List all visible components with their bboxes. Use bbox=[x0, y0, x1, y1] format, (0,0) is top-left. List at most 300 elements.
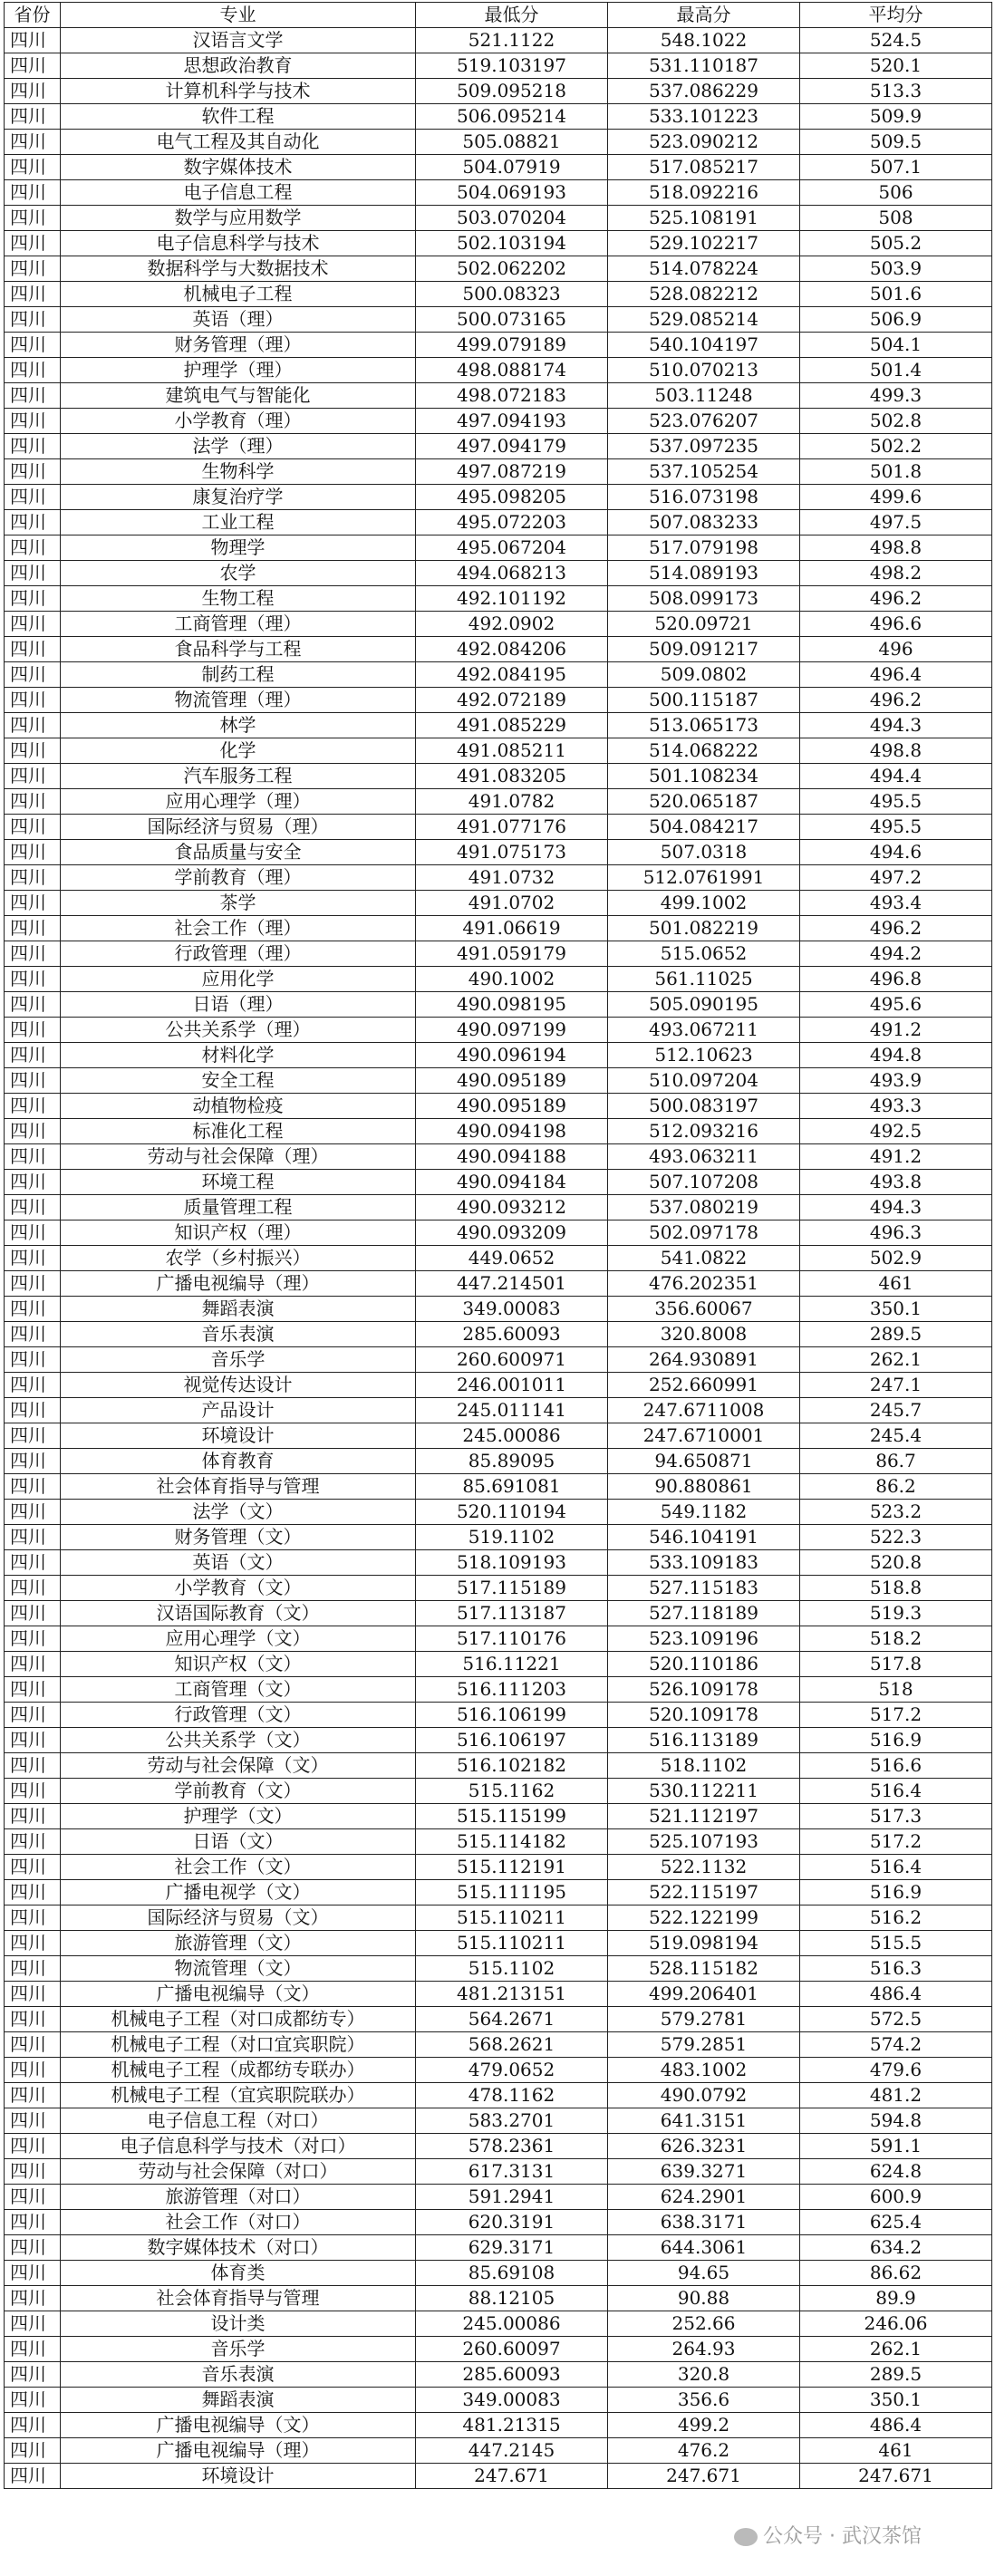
cell-avg-score: 513.3 bbox=[800, 79, 992, 104]
cell-major: 汉语国际教育（文） bbox=[61, 1601, 416, 1626]
cell-max-score: 523.090212 bbox=[608, 130, 800, 155]
cell-min-score: 490.093209 bbox=[416, 1220, 608, 1246]
cell-major: 国际经济与贸易（理） bbox=[61, 815, 416, 840]
cell-province: 四川 bbox=[5, 1804, 61, 1829]
cell-major: 数字媒体技术（对口） bbox=[61, 2235, 416, 2261]
table-row bbox=[5, 713, 992, 738]
cell-province: 四川 bbox=[5, 2464, 61, 2489]
cell-avg-score: 509.5 bbox=[800, 130, 992, 155]
cell-province: 四川 bbox=[5, 891, 61, 916]
cell-major: 数学与应用数学 bbox=[61, 206, 416, 231]
table-row bbox=[5, 1855, 992, 1880]
header-row bbox=[5, 3, 992, 28]
cell-major: 设计类 bbox=[61, 2311, 416, 2337]
cell-major: 广播电视编导（文） bbox=[61, 2413, 416, 2438]
table-row bbox=[5, 2235, 992, 2261]
cell-major: 林学 bbox=[61, 713, 416, 738]
cell-min-score: 260.600971 bbox=[416, 1347, 608, 1373]
table-row bbox=[5, 28, 992, 53]
cell-province: 四川 bbox=[5, 383, 61, 409]
cell-avg-score: 503.9 bbox=[800, 256, 992, 282]
cell-avg-score: 245.7 bbox=[800, 1398, 992, 1423]
cell-min-score: 491.077176 bbox=[416, 815, 608, 840]
table-row bbox=[5, 2464, 992, 2489]
cell-major: 产品设计 bbox=[61, 1398, 416, 1423]
cell-max-score: 639.3271 bbox=[608, 2159, 800, 2185]
cell-max-score: 515.0652 bbox=[608, 941, 800, 967]
cell-min-score: 504.069193 bbox=[416, 180, 608, 206]
cell-min-score: 491.0782 bbox=[416, 789, 608, 815]
cell-major: 财务管理（理） bbox=[61, 333, 416, 358]
cell-major: 电气工程及其自动化 bbox=[61, 130, 416, 155]
cell-min-score: 517.115189 bbox=[416, 1576, 608, 1601]
table-row bbox=[5, 358, 992, 383]
cell-avg-score: 481.2 bbox=[800, 2083, 992, 2108]
cell-max-score: 518.1102 bbox=[608, 1753, 800, 1779]
cell-province: 四川 bbox=[5, 789, 61, 815]
cell-min-score: 515.110211 bbox=[416, 1905, 608, 1931]
cell-province: 四川 bbox=[5, 307, 61, 333]
cell-major: 机械电子工程（对口成都纺专） bbox=[61, 2007, 416, 2032]
table-row bbox=[5, 2388, 992, 2413]
cell-major: 工商管理（文） bbox=[61, 1677, 416, 1703]
cell-province: 四川 bbox=[5, 1246, 61, 1271]
cell-max-score: 507.083233 bbox=[608, 510, 800, 535]
table-row bbox=[5, 2134, 992, 2159]
table-row bbox=[5, 916, 992, 941]
cell-avg-score: 516.9 bbox=[800, 1728, 992, 1753]
cell-province: 四川 bbox=[5, 409, 61, 434]
table-row bbox=[5, 1271, 992, 1297]
table-row bbox=[5, 409, 992, 434]
cell-province: 四川 bbox=[5, 1525, 61, 1550]
cell-avg-score: 486.4 bbox=[800, 2413, 992, 2438]
header-max-score: 最高分 bbox=[608, 3, 800, 28]
cell-avg-score: 479.6 bbox=[800, 2058, 992, 2083]
cell-major: 电子信息工程（对口） bbox=[61, 2108, 416, 2134]
cell-avg-score: 501.4 bbox=[800, 358, 992, 383]
cell-avg-score: 494.3 bbox=[800, 713, 992, 738]
cell-min-score: 515.110211 bbox=[416, 1931, 608, 1956]
cell-province: 四川 bbox=[5, 1347, 61, 1373]
table-row bbox=[5, 383, 992, 409]
table-row bbox=[5, 2210, 992, 2235]
cell-province: 四川 bbox=[5, 28, 61, 53]
cell-avg-score: 506 bbox=[800, 180, 992, 206]
cell-province: 四川 bbox=[5, 2007, 61, 2032]
header-major: 专业 bbox=[61, 3, 416, 28]
cell-major: 质量管理工程 bbox=[61, 1195, 416, 1220]
table-row bbox=[5, 2007, 992, 2032]
cell-min-score: 88.12105 bbox=[416, 2286, 608, 2311]
cell-avg-score: 501.8 bbox=[800, 459, 992, 485]
cell-min-score: 85.89095 bbox=[416, 1449, 608, 1474]
cell-major: 广播电视编导（文） bbox=[61, 1982, 416, 2007]
cell-province: 四川 bbox=[5, 1449, 61, 1474]
cell-max-score: 641.3151 bbox=[608, 2108, 800, 2134]
cell-min-score: 499.079189 bbox=[416, 333, 608, 358]
table-row bbox=[5, 1601, 992, 1626]
cell-avg-score: 461 bbox=[800, 2438, 992, 2464]
header-avg-score: 平均分 bbox=[800, 3, 992, 28]
table-row bbox=[5, 1474, 992, 1500]
table-row bbox=[5, 53, 992, 79]
cell-max-score: 356.60067 bbox=[608, 1297, 800, 1322]
cell-major: 社会体育指导与管理 bbox=[61, 1474, 416, 1500]
cell-province: 四川 bbox=[5, 1220, 61, 1246]
cell-min-score: 591.2941 bbox=[416, 2185, 608, 2210]
table-row bbox=[5, 1626, 992, 1652]
cell-min-score: 495.067204 bbox=[416, 535, 608, 561]
cell-avg-score: 502.2 bbox=[800, 434, 992, 459]
cell-avg-score: 262.1 bbox=[800, 2337, 992, 2362]
table-row bbox=[5, 1068, 992, 1094]
cell-min-score: 491.06619 bbox=[416, 916, 608, 941]
cell-province: 四川 bbox=[5, 688, 61, 713]
cell-min-score: 490.1002 bbox=[416, 967, 608, 992]
cell-major: 行政管理（理） bbox=[61, 941, 416, 967]
cell-max-score: 520.109178 bbox=[608, 1703, 800, 1728]
cell-province: 四川 bbox=[5, 865, 61, 891]
cell-avg-score: 516.4 bbox=[800, 1855, 992, 1880]
cell-min-score: 481.21315 bbox=[416, 2413, 608, 2438]
cell-min-score: 520.110194 bbox=[416, 1500, 608, 1525]
cell-avg-score: 520.8 bbox=[800, 1550, 992, 1576]
cell-major: 护理学（理） bbox=[61, 358, 416, 383]
table-row bbox=[5, 688, 992, 713]
table-row bbox=[5, 333, 992, 358]
cell-min-score: 492.101192 bbox=[416, 586, 608, 612]
cell-province: 四川 bbox=[5, 434, 61, 459]
cell-max-score: 529.085214 bbox=[608, 307, 800, 333]
cell-max-score: 94.65 bbox=[608, 2261, 800, 2286]
cell-province: 四川 bbox=[5, 2058, 61, 2083]
table-row bbox=[5, 1094, 992, 1119]
table-row bbox=[5, 1297, 992, 1322]
cell-max-score: 501.082219 bbox=[608, 916, 800, 941]
cell-province: 四川 bbox=[5, 2311, 61, 2337]
cell-avg-score: 518.8 bbox=[800, 1576, 992, 1601]
cell-province: 四川 bbox=[5, 1144, 61, 1170]
cell-min-score: 490.097199 bbox=[416, 1018, 608, 1043]
cell-max-score: 529.102217 bbox=[608, 231, 800, 256]
cell-max-score: 531.110187 bbox=[608, 53, 800, 79]
cell-province: 四川 bbox=[5, 1068, 61, 1094]
cell-min-score: 516.11221 bbox=[416, 1652, 608, 1677]
cell-province: 四川 bbox=[5, 180, 61, 206]
cell-province: 四川 bbox=[5, 2235, 61, 2261]
table-row bbox=[5, 789, 992, 815]
table-row bbox=[5, 1195, 992, 1220]
cell-avg-score: 494.3 bbox=[800, 1195, 992, 1220]
cell-max-score: 525.108191 bbox=[608, 206, 800, 231]
cell-avg-score: 624.8 bbox=[800, 2159, 992, 2185]
cell-major: 食品科学与工程 bbox=[61, 637, 416, 662]
cell-major: 化学 bbox=[61, 738, 416, 764]
table-row bbox=[5, 2058, 992, 2083]
cell-avg-score: 507.1 bbox=[800, 155, 992, 180]
cell-min-score: 518.109193 bbox=[416, 1550, 608, 1576]
cell-avg-score: 505.2 bbox=[800, 231, 992, 256]
table-row bbox=[5, 535, 992, 561]
cell-major: 物流管理（文） bbox=[61, 1956, 416, 1982]
cell-max-score: 510.097204 bbox=[608, 1068, 800, 1094]
table-row bbox=[5, 865, 992, 891]
cell-min-score: 515.1162 bbox=[416, 1779, 608, 1804]
cell-major: 国际经济与贸易（文） bbox=[61, 1905, 416, 1931]
cell-major: 音乐表演 bbox=[61, 1322, 416, 1347]
cell-avg-score: 501.6 bbox=[800, 282, 992, 307]
cell-province: 四川 bbox=[5, 1271, 61, 1297]
cell-max-score: 493.067211 bbox=[608, 1018, 800, 1043]
table-row bbox=[5, 2261, 992, 2286]
cell-max-score: 516.113189 bbox=[608, 1728, 800, 1753]
cell-avg-score: 517.2 bbox=[800, 1829, 992, 1855]
cell-avg-score: 594.8 bbox=[800, 2108, 992, 2134]
cell-max-score: 247.6711008 bbox=[608, 1398, 800, 1423]
cell-min-score: 492.072189 bbox=[416, 688, 608, 713]
cell-min-score: 349.00083 bbox=[416, 1297, 608, 1322]
table-row bbox=[5, 1423, 992, 1449]
cell-avg-score: 350.1 bbox=[800, 1297, 992, 1322]
cell-avg-score: 496.2 bbox=[800, 586, 992, 612]
cell-avg-score: 492.5 bbox=[800, 1119, 992, 1144]
cell-min-score: 245.011141 bbox=[416, 1398, 608, 1423]
cell-avg-score: 496 bbox=[800, 637, 992, 662]
table-row bbox=[5, 815, 992, 840]
table-row bbox=[5, 1703, 992, 1728]
cell-max-score: 476.2 bbox=[608, 2438, 800, 2464]
cell-max-score: 94.650871 bbox=[608, 1449, 800, 1474]
cell-major: 日语（理） bbox=[61, 992, 416, 1018]
cell-min-score: 506.095214 bbox=[416, 104, 608, 130]
cell-max-score: 499.2 bbox=[608, 2413, 800, 2438]
cell-major: 环境工程 bbox=[61, 1170, 416, 1195]
cell-max-score: 320.8008 bbox=[608, 1322, 800, 1347]
cell-province: 四川 bbox=[5, 231, 61, 256]
cell-major: 社会工作（文） bbox=[61, 1855, 416, 1880]
cell-max-score: 548.1022 bbox=[608, 28, 800, 53]
cell-avg-score: 494.2 bbox=[800, 941, 992, 967]
cell-avg-score: 493.3 bbox=[800, 1094, 992, 1119]
cell-max-score: 499.1002 bbox=[608, 891, 800, 916]
table-row bbox=[5, 104, 992, 130]
cell-avg-score: 522.3 bbox=[800, 1525, 992, 1550]
cell-max-score: 509.091217 bbox=[608, 637, 800, 662]
cell-major: 英语（理） bbox=[61, 307, 416, 333]
cell-avg-score: 86.7 bbox=[800, 1449, 992, 1474]
cell-avg-score: 504.1 bbox=[800, 333, 992, 358]
cell-province: 四川 bbox=[5, 282, 61, 307]
cell-major: 社会工作（对口） bbox=[61, 2210, 416, 2235]
cell-major: 动植物检疫 bbox=[61, 1094, 416, 1119]
cell-min-score: 629.3171 bbox=[416, 2235, 608, 2261]
cell-avg-score: 491.2 bbox=[800, 1018, 992, 1043]
cell-min-score: 491.075173 bbox=[416, 840, 608, 865]
cell-major: 机械电子工程（宜宾职院联办） bbox=[61, 2083, 416, 2108]
cell-major: 电子信息科学与技术（对口） bbox=[61, 2134, 416, 2159]
cell-province: 四川 bbox=[5, 1880, 61, 1905]
cell-major: 工业工程 bbox=[61, 510, 416, 535]
cell-min-score: 515.111195 bbox=[416, 1880, 608, 1905]
cell-province: 四川 bbox=[5, 1423, 61, 1449]
cell-min-score: 491.083205 bbox=[416, 764, 608, 789]
table-row bbox=[5, 434, 992, 459]
cell-province: 四川 bbox=[5, 612, 61, 637]
cell-province: 四川 bbox=[5, 1119, 61, 1144]
cell-major: 小学教育（理） bbox=[61, 409, 416, 434]
cell-avg-score: 517.8 bbox=[800, 1652, 992, 1677]
cell-max-score: 644.3061 bbox=[608, 2235, 800, 2261]
cell-max-score: 523.109196 bbox=[608, 1626, 800, 1652]
table-row bbox=[5, 1576, 992, 1601]
cell-max-score: 517.079198 bbox=[608, 535, 800, 561]
cell-province: 四川 bbox=[5, 2388, 61, 2413]
cell-province: 四川 bbox=[5, 2032, 61, 2058]
cell-major: 数字媒体技术 bbox=[61, 155, 416, 180]
table-row bbox=[5, 2185, 992, 2210]
cell-major: 汉语言文学 bbox=[61, 28, 416, 53]
cell-province: 四川 bbox=[5, 2362, 61, 2388]
cell-min-score: 85.69108 bbox=[416, 2261, 608, 2286]
cell-min-score: 260.60097 bbox=[416, 2337, 608, 2362]
cell-min-score: 245.00086 bbox=[416, 2311, 608, 2337]
cell-min-score: 502.062202 bbox=[416, 256, 608, 282]
cell-avg-score: 495.5 bbox=[800, 789, 992, 815]
cell-major: 旅游管理（对口） bbox=[61, 2185, 416, 2210]
cell-province: 四川 bbox=[5, 1550, 61, 1576]
cell-max-score: 516.073198 bbox=[608, 485, 800, 510]
cell-avg-score: 517.2 bbox=[800, 1703, 992, 1728]
cell-avg-score: 86.62 bbox=[800, 2261, 992, 2286]
cell-min-score: 495.098205 bbox=[416, 485, 608, 510]
cell-avg-score: 572.5 bbox=[800, 2007, 992, 2032]
cell-min-score: 516.111203 bbox=[416, 1677, 608, 1703]
cell-province: 四川 bbox=[5, 1905, 61, 1931]
table-row bbox=[5, 1347, 992, 1373]
cell-avg-score: 516.2 bbox=[800, 1905, 992, 1931]
table-row bbox=[5, 2286, 992, 2311]
table-row bbox=[5, 1550, 992, 1576]
cell-province: 四川 bbox=[5, 1652, 61, 1677]
cell-max-score: 638.3171 bbox=[608, 2210, 800, 2235]
cell-avg-score: 498.8 bbox=[800, 535, 992, 561]
table-row bbox=[5, 2083, 992, 2108]
cell-major: 数据科学与大数据技术 bbox=[61, 256, 416, 282]
cell-min-score: 500.08323 bbox=[416, 282, 608, 307]
cell-min-score: 498.088174 bbox=[416, 358, 608, 383]
cell-min-score: 498.072183 bbox=[416, 383, 608, 409]
table-row bbox=[5, 231, 992, 256]
cell-avg-score: 498.2 bbox=[800, 561, 992, 586]
cell-major: 应用化学 bbox=[61, 967, 416, 992]
cell-min-score: 515.1102 bbox=[416, 1956, 608, 1982]
cell-major: 舞蹈表演 bbox=[61, 1297, 416, 1322]
cell-avg-score: 499.3 bbox=[800, 383, 992, 409]
cell-major: 机械电子工程（成都纺专联办） bbox=[61, 2058, 416, 2083]
cell-avg-score: 262.1 bbox=[800, 1347, 992, 1373]
cell-avg-score: 506.9 bbox=[800, 307, 992, 333]
cell-major: 食品质量与安全 bbox=[61, 840, 416, 865]
cell-max-score: 537.080219 bbox=[608, 1195, 800, 1220]
cell-max-score: 504.084217 bbox=[608, 815, 800, 840]
cell-max-score: 512.093216 bbox=[608, 1119, 800, 1144]
cell-major: 劳动与社会保障（理） bbox=[61, 1144, 416, 1170]
cell-max-score: 507.107208 bbox=[608, 1170, 800, 1195]
cell-avg-score: 496.8 bbox=[800, 967, 992, 992]
cell-major: 应用心理学（文） bbox=[61, 1626, 416, 1652]
cell-max-score: 505.090195 bbox=[608, 992, 800, 1018]
cell-major: 安全工程 bbox=[61, 1068, 416, 1094]
cell-province: 四川 bbox=[5, 941, 61, 967]
cell-province: 四川 bbox=[5, 535, 61, 561]
cell-min-score: 285.60093 bbox=[416, 2362, 608, 2388]
cell-province: 四川 bbox=[5, 1297, 61, 1322]
cell-major: 标准化工程 bbox=[61, 1119, 416, 1144]
cell-major: 行政管理（文） bbox=[61, 1703, 416, 1728]
cell-max-score: 626.3231 bbox=[608, 2134, 800, 2159]
cell-major: 知识产权（文） bbox=[61, 1652, 416, 1677]
cell-major: 社会工作（理） bbox=[61, 916, 416, 941]
cell-max-score: 533.101223 bbox=[608, 104, 800, 130]
cell-min-score: 491.0732 bbox=[416, 865, 608, 891]
cell-min-score: 517.113187 bbox=[416, 1601, 608, 1626]
cell-max-score: 526.109178 bbox=[608, 1677, 800, 1703]
cell-avg-score: 519.3 bbox=[800, 1601, 992, 1626]
cell-major: 广播电视学（文） bbox=[61, 1880, 416, 1905]
cell-province: 四川 bbox=[5, 1018, 61, 1043]
cell-province: 四川 bbox=[5, 1753, 61, 1779]
cell-province: 四川 bbox=[5, 738, 61, 764]
table-row bbox=[5, 561, 992, 586]
cell-province: 四川 bbox=[5, 586, 61, 612]
cell-min-score: 578.2361 bbox=[416, 2134, 608, 2159]
cell-max-score: 513.065173 bbox=[608, 713, 800, 738]
table-row bbox=[5, 130, 992, 155]
cell-major: 学前教育（文） bbox=[61, 1779, 416, 1804]
cell-max-score: 510.070213 bbox=[608, 358, 800, 383]
table-row bbox=[5, 1170, 992, 1195]
cell-major: 日语（文） bbox=[61, 1829, 416, 1855]
cell-avg-score: 491.2 bbox=[800, 1144, 992, 1170]
cell-major: 舞蹈表演 bbox=[61, 2388, 416, 2413]
table-row bbox=[5, 1373, 992, 1398]
cell-province: 四川 bbox=[5, 1677, 61, 1703]
cell-min-score: 568.2621 bbox=[416, 2032, 608, 2058]
cell-province: 四川 bbox=[5, 206, 61, 231]
cell-province: 四川 bbox=[5, 840, 61, 865]
cell-min-score: 564.2671 bbox=[416, 2007, 608, 2032]
cell-min-score: 583.2701 bbox=[416, 2108, 608, 2134]
cell-avg-score: 509.9 bbox=[800, 104, 992, 130]
cell-province: 四川 bbox=[5, 2261, 61, 2286]
cell-min-score: 478.1162 bbox=[416, 2083, 608, 2108]
cell-min-score: 490.098195 bbox=[416, 992, 608, 1018]
cell-min-score: 490.094198 bbox=[416, 1119, 608, 1144]
cell-province: 四川 bbox=[5, 1094, 61, 1119]
cell-avg-score: 523.2 bbox=[800, 1500, 992, 1525]
table-row bbox=[5, 1246, 992, 1271]
table-row bbox=[5, 2311, 992, 2337]
cell-max-score: 252.660991 bbox=[608, 1373, 800, 1398]
cell-min-score: 349.00083 bbox=[416, 2388, 608, 2413]
cell-province: 四川 bbox=[5, 1576, 61, 1601]
cell-max-score: 509.0802 bbox=[608, 662, 800, 688]
cell-min-score: 245.00086 bbox=[416, 1423, 608, 1449]
cell-major: 学前教育（理） bbox=[61, 865, 416, 891]
cell-max-score: 537.105254 bbox=[608, 459, 800, 485]
cell-major: 音乐表演 bbox=[61, 2362, 416, 2388]
